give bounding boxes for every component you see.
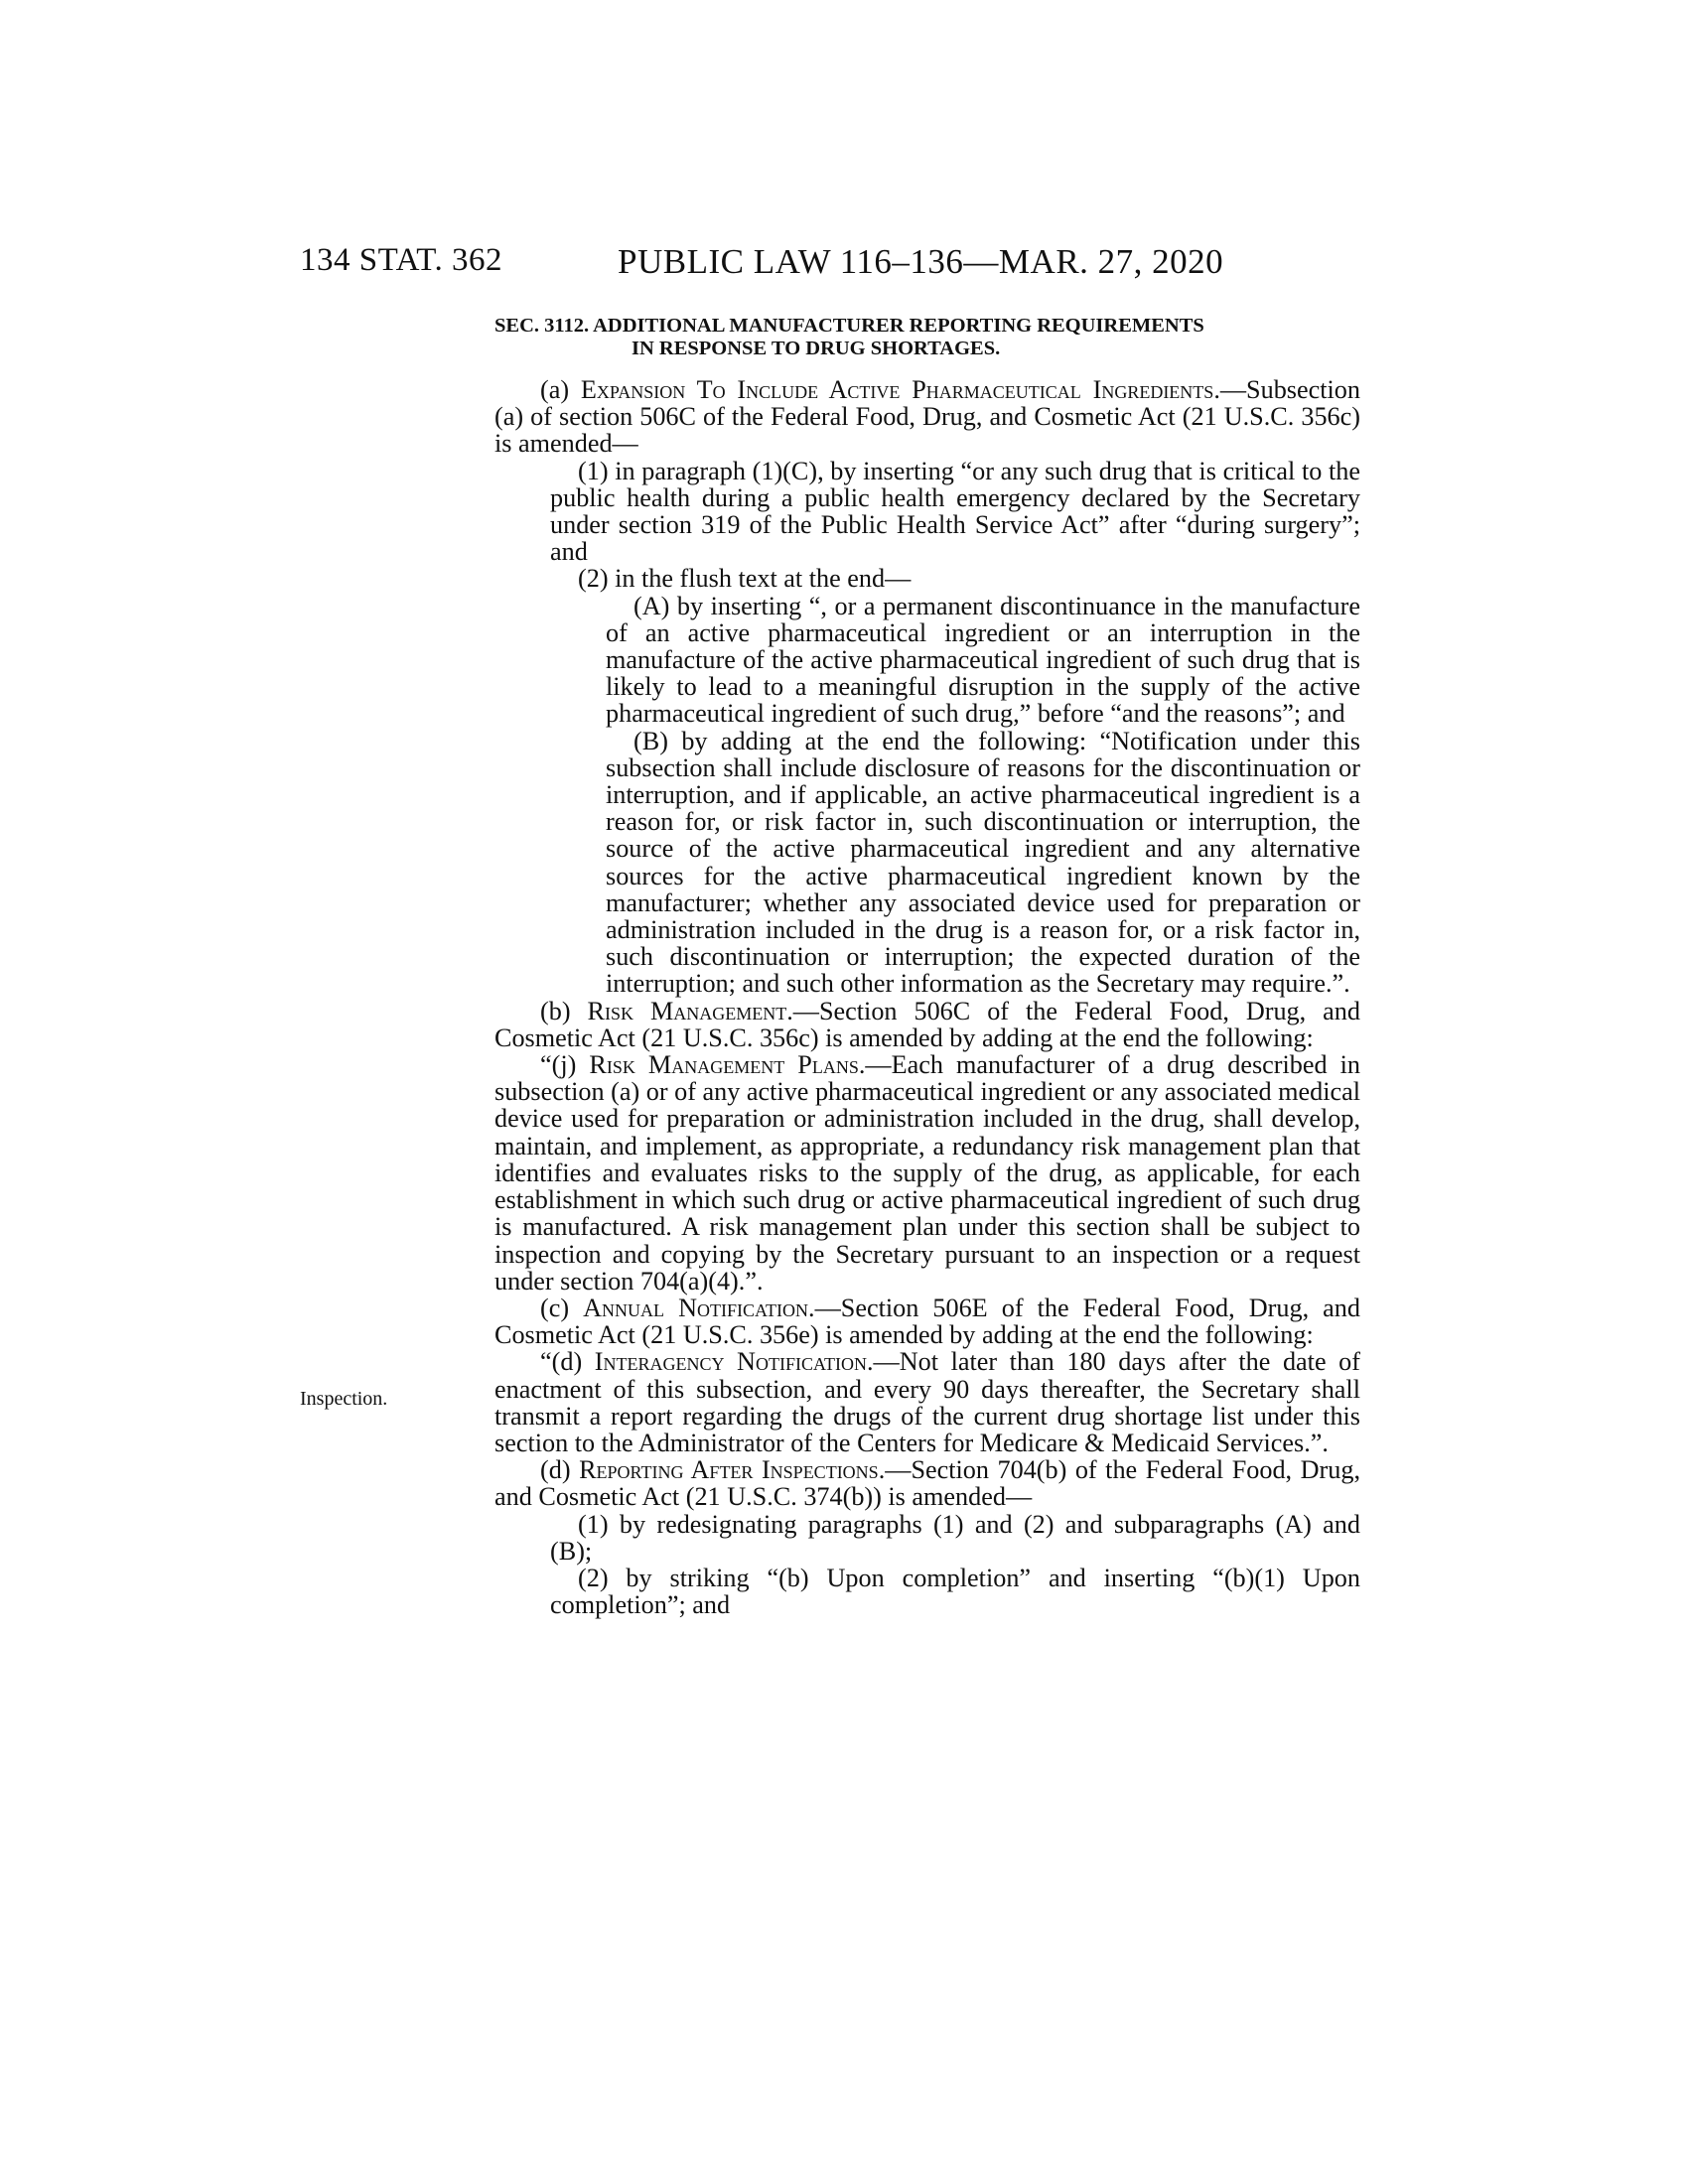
paragraph-c-prefix: (c) [540,1293,584,1322]
paragraph-j-text: .—Each manufacturer of a drug described in subsection (a) or of any active pharmaceutical ingredient or any associated medical device used for preparation or administration included in the drug, shall develop, maintain, and implement, as appropriate, a redundancy risk management plan that identifies and evaluates risks to the supply of the drug, as applicable, for each establishment in which such drug or active pharmaceutical ingredient of such drug is manufactured. A risk management plan under this section shall be subject to inspection and copying by the Secretary pursuant to an inspection or a request under section 704(a)(4).”. [494,1050,1360,1296]
paragraph-d1: (1) by redesignating paragraphs (1) and (2) and subparagraphs (A) and (B); [550,1509,1360,1566]
paragraph-b-caption: Risk Management [587,996,787,1025]
paragraph-a2: (2) in the flush text at the end— [578,564,912,594]
paragraph-d-inner-caption: Interagency Notification [594,1347,867,1377]
paragraph-a1: (1) in paragraph (1)(C), by inserting “or any such drug that is critical to the public health during a public health emergency declared by the Secretary under section 319 of the Public Health Service Act” after “during surgery”; and [550,456,1360,567]
margin-note-inspection: Inspection. [300,1388,388,1410]
paragraph-a-text: .—Subsection (a) of section 506C of the Federal Food, Drug, and Cosmetic Act (21 U.S.C. 356c) is amended— [494,375,1360,459]
section-heading-line2: IN RESPONSE TO DRUG SHORTAGES. [632,338,1001,359]
page-header [0,242,1688,292]
paragraph-d-inner [494,1348,1360,1456]
paragraph-d-caption: Reporting After Inspections [579,1455,879,1485]
section-heading-line1: SEC. 3112. ADDITIONAL MANUFACTURER REPORTING REQUIREMENTS [494,315,1204,337]
paragraph-j-caption: Risk Management Plans [589,1050,859,1080]
paragraph-d2: (2) by striking “(b) Upon completion” and inserting “(b)(1) Upon completion”; and [550,1563,1360,1620]
paragraph-a2-B: (B) by adding at the end the following: “Notification under this subsection shall include disclosure of reasons for the discontinuation or interruption, and if applicable, an active pharmaceutical ingredient is a reason for, or risk factor in, such discontinuation or interruption, the source of the active pharmaceutical ingredient and any alternative sources for the active pharmaceutical ingredient known by the manufacturer; whether any associated device used for preparation or administration included in the drug is a reason for, or a risk factor in, such discontinuation or interruption; the expected duration of the interruption; and such other information as the Secretary may require.”. [606,726,1360,999]
paragraph-c-text: .—Section 506E of the Federal Food, Drug, and Cosmetic Act (21 U.S.C. 356e) is amended by adding at the end the following: [494,1293,1360,1350]
paragraph-a [494,376,1360,458]
paragraph-j [494,1051,1360,1295]
paragraph-a-caption: Expansion To Include Active Pharmaceutical Ingredients [580,375,1214,404]
paragraph-d-prefix: (d) [540,1455,580,1485]
paragraph-d-inner-prefix: “(d) [540,1347,595,1377]
paragraph-j-prefix: “(j) [540,1050,590,1080]
paragraph-b-text: .—Section 506C of the Federal Food, Drug, and Cosmetic Act (21 U.S.C. 356c) is amended by adding at the end the following: [494,996,1360,1052]
paragraph-c-caption: Annual Notification [583,1293,809,1322]
document-body [494,315,1360,1618]
paragraph-d [494,1456,1360,1510]
paragraph-b-prefix: (b) [540,996,588,1025]
paragraph-a2-A: (A) by inserting “, or a permanent discontinuance in the manufacture of an active pharmaceutical ingredient or an interruption in the manufacture of the active pharmaceutical ingredient of such drug that is likely to lead to a meaningful disruption in the supply of the active pharmaceutical ingredient of such drug,” before “and the reasons”; and [606,591,1360,729]
paragraph-a-prefix: (a) [540,375,581,404]
paragraph-c [494,1295,1360,1348]
paragraph-d-inner-text: .—Not later than 180 days after the date of enactment of this subsection, and every 90 days thereafter, the Secretary shall transmit a report regarding the drugs of the current drug shortage list under this section to the Administrator of the Centers for Medicare & Medicaid Services.”. [494,1347,1360,1457]
statute-page-number: 134 STAT. 362 [300,242,503,278]
paragraph-b [494,998,1360,1051]
section-heading [494,315,1360,360]
public-law-title: PUBLIC LAW 116–136—MAR. 27, 2020 [618,242,1224,281]
paragraph-d-text: .—Section 704(b) of the Federal Food, Drug, and Cosmetic Act (21 U.S.C. 374(b)) is amended— [494,1455,1360,1512]
